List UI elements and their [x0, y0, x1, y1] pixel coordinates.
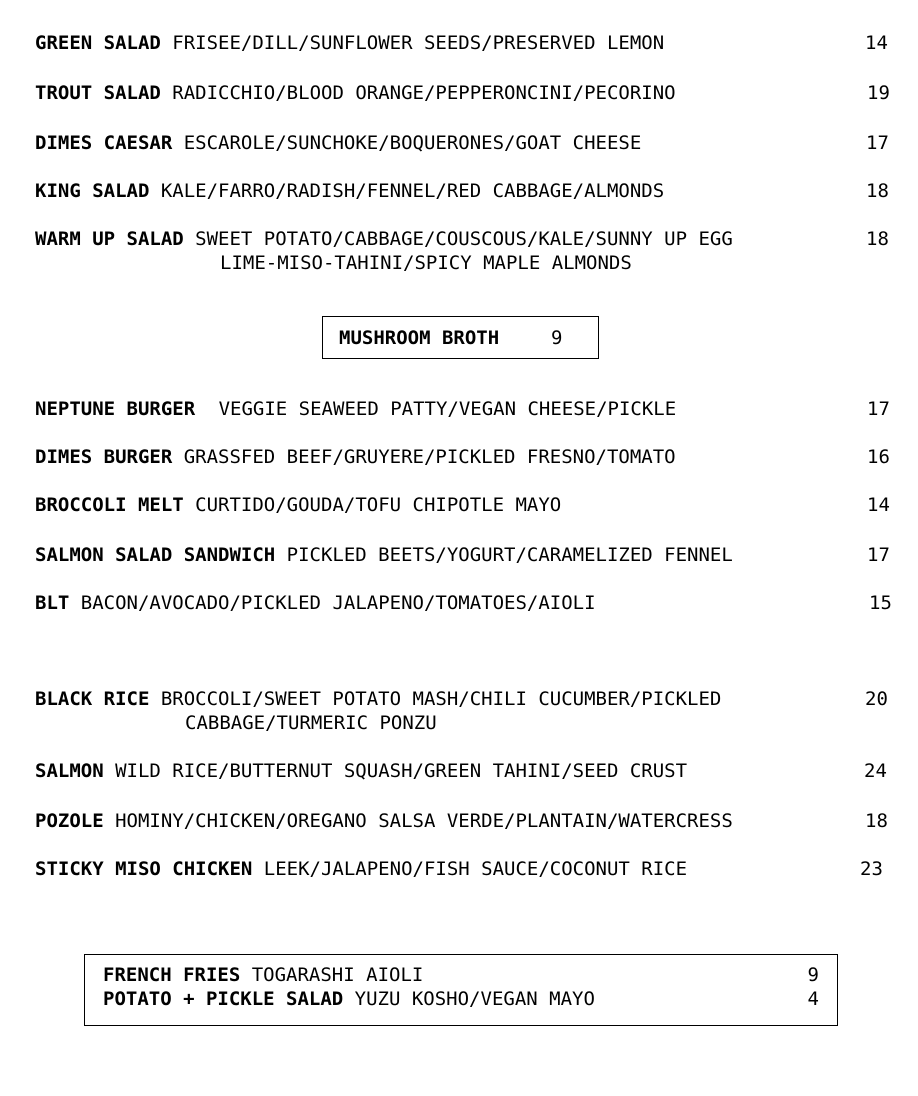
item-name: SALMON SALAD SANDWICH	[35, 544, 276, 566]
item-price: 17	[866, 132, 889, 154]
item-description: HOMINY/CHICKEN/OREGANO SALSA VERDE/PLANTAIN/WATERCRESS	[115, 810, 733, 832]
item-description-continued: CABBAGE/TURMERIC PONZU	[185, 712, 437, 734]
item-description: WILD RICE/BUTTERNUT SQUASH/GREEN TAHINI/SEED CRUST	[115, 760, 688, 782]
item-price: 16	[867, 446, 890, 468]
item-name: BROCCOLI MELT	[35, 494, 184, 516]
item-name: WARM UP SALAD	[35, 228, 184, 250]
item-name: NEPTUNE BURGER	[35, 398, 196, 420]
item-description: FRISEE/DILL/SUNFLOWER SEEDS/PRESERVED LEMON	[172, 32, 665, 54]
item-name: BLACK RICE	[35, 688, 150, 710]
item-description-continued: LIME-MISO-TAHINI/SPICY MAPLE ALMONDS	[220, 252, 632, 274]
item-name: TROUT SALAD	[35, 82, 161, 104]
item-description: PICKLED BEETS/YOGURT/CARAMELIZED FENNEL	[286, 544, 733, 566]
menu-item-king-salad	[35, 179, 893, 203]
item-name: POTATO + PICKLE SALAD	[103, 988, 344, 1010]
item-description: BACON/AVOCADO/PICKLED JALAPENO/TOMATOES/AIOLI	[80, 592, 596, 614]
item-name: KING SALAD	[35, 180, 150, 202]
menu-item-dimes-caesar	[35, 131, 893, 155]
item-price: 15	[869, 592, 892, 614]
item-description: YUZU KOSHO/VEGAN MAYO	[354, 988, 595, 1010]
item-price: 18	[866, 180, 889, 202]
menu-item-green-salad	[35, 31, 893, 55]
menu-item-sticky-miso-chicken	[35, 857, 893, 881]
item-price: 23	[860, 858, 883, 880]
sides-box	[84, 954, 838, 1026]
item-name: GREEN SALAD	[35, 32, 161, 54]
mushroom-broth-box	[322, 316, 599, 359]
item-description: VEGGIE SEAWEED PATTY/VEGAN CHEESE/PICKLE	[218, 398, 677, 420]
item-description: RADICCHIO/BLOOD ORANGE/PEPPERONCINI/PECORINO	[172, 82, 676, 104]
item-description: LEEK/JALAPENO/FISH SAUCE/COCONUT RICE	[263, 858, 688, 880]
item-price: 24	[864, 760, 887, 782]
item-price: 17	[867, 544, 890, 566]
menu-item-salmon-salad-sandwich	[35, 543, 893, 567]
item-price: 14	[865, 32, 888, 54]
menu-item-warm-up-salad	[35, 227, 893, 275]
broth-price: 9	[551, 327, 563, 349]
menu-item-black-rice	[35, 687, 893, 735]
menu-item-broccoli-melt	[35, 493, 893, 517]
item-price: 18	[865, 810, 888, 832]
menu-item-neptune-burger	[35, 397, 893, 421]
item-name: BLT	[35, 592, 70, 614]
item-name: DIMES CAESAR	[35, 132, 173, 154]
item-name: DIMES BURGER	[35, 446, 173, 468]
menu-item-trout-salad	[35, 81, 893, 105]
item-name: FRENCH FRIES	[103, 964, 241, 986]
item-description: GRASSFED BEEF/GRUYERE/PICKLED FRESNO/TOMATO	[183, 446, 676, 468]
item-price: 18	[866, 228, 889, 250]
item-price: 20	[865, 688, 888, 710]
item-price: 19	[867, 82, 890, 104]
menu-item-blt	[35, 591, 893, 615]
item-price: 4	[807, 988, 819, 1010]
item-description: TOGARASHI AIOLI	[251, 964, 424, 986]
item-description: KALE/FARRO/RADISH/FENNEL/RED CABBAGE/ALMONDS	[160, 180, 665, 202]
item-price: 17	[867, 398, 890, 420]
item-price: 9	[807, 964, 819, 986]
item-name: POZOLE	[35, 810, 104, 832]
item-description: CURTIDO/GOUDA/TOFU CHIPOTLE MAYO	[195, 494, 562, 516]
menu-item-salmon	[35, 759, 893, 783]
broth-name: MUSHROOM BROTH	[339, 327, 500, 349]
side-item-potato-pickle-salad	[103, 987, 819, 1011]
item-price: 14	[867, 494, 890, 516]
item-description: SWEET POTATO/CABBAGE/COUSCOUS/KALE/SUNNY UP EGG	[195, 228, 733, 250]
menu-item-dimes-burger	[35, 445, 893, 469]
item-description: BROCCOLI/SWEET POTATO MASH/CHILI CUCUMBER/PICKLED	[160, 688, 722, 710]
item-name: STICKY MISO CHICKEN	[35, 858, 253, 880]
item-description: ESCAROLE/SUNCHOKE/BOQUERONES/GOAT CHEESE	[183, 132, 642, 154]
side-item-french-fries	[103, 963, 819, 987]
menu-item-pozole	[35, 809, 893, 833]
item-name: SALMON	[35, 760, 104, 782]
